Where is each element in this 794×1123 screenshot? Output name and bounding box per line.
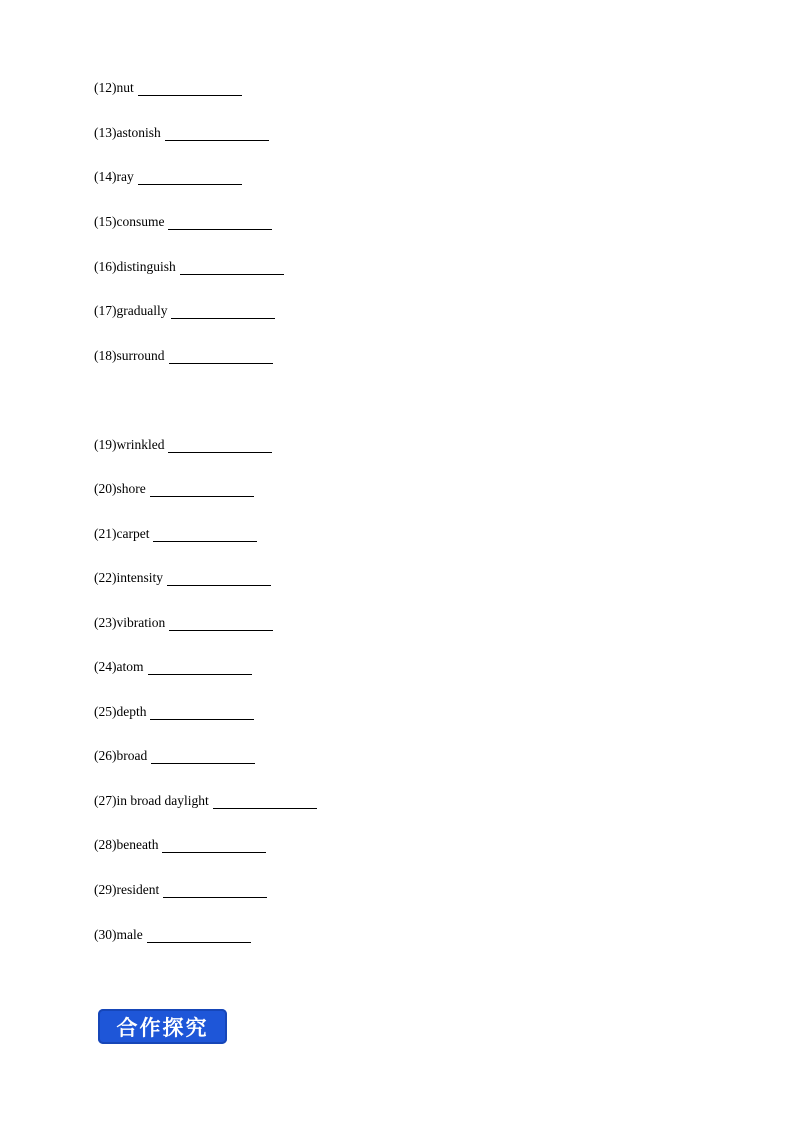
answer-blank[interactable] xyxy=(150,482,254,497)
vocab-label: (18)surround xyxy=(94,348,165,363)
vocab-item-27 xyxy=(94,793,317,809)
vocab-label: (22)intensity xyxy=(94,570,163,585)
vocab-item-16 xyxy=(94,259,284,275)
vocab-item-12 xyxy=(94,80,242,96)
answer-blank[interactable] xyxy=(162,838,266,853)
answer-blank[interactable] xyxy=(167,571,271,586)
vocab-label: (17)gradually xyxy=(94,303,168,318)
vocab-item-22 xyxy=(94,570,271,586)
vocab-label: (27)in broad daylight xyxy=(94,793,209,808)
vocab-label: (12)nut xyxy=(94,80,134,95)
vocab-item-20 xyxy=(94,481,254,497)
answer-blank[interactable] xyxy=(150,705,254,720)
vocab-label: (21)carpet xyxy=(94,526,150,541)
answer-blank[interactable] xyxy=(163,883,267,898)
vocab-label: (25)depth xyxy=(94,704,147,719)
vocab-item-29 xyxy=(94,882,267,898)
vocab-item-30 xyxy=(94,927,251,943)
answer-blank[interactable] xyxy=(153,527,257,542)
answer-blank[interactable] xyxy=(151,749,255,764)
vocab-item-13 xyxy=(94,125,269,141)
answer-blank[interactable] xyxy=(138,170,242,185)
vocab-label: (20)shore xyxy=(94,481,146,496)
answer-blank[interactable] xyxy=(168,438,272,453)
vocab-label: (14)ray xyxy=(94,169,134,184)
vocab-item-14 xyxy=(94,169,242,185)
vocab-label: (24)atom xyxy=(94,659,144,674)
answer-blank[interactable] xyxy=(165,126,269,141)
vocab-item-18 xyxy=(94,348,273,364)
vocab-item-15 xyxy=(94,214,272,230)
answer-blank[interactable] xyxy=(171,304,275,319)
vocab-label: (13)astonish xyxy=(94,125,161,140)
answer-blank[interactable] xyxy=(180,260,284,275)
vocab-item-24 xyxy=(94,659,252,675)
vocab-label: (28)beneath xyxy=(94,837,159,852)
vocab-label: (23)vibration xyxy=(94,615,166,630)
answer-blank[interactable] xyxy=(148,660,252,675)
vocab-label: (29)resident xyxy=(94,882,160,897)
answer-blank[interactable] xyxy=(213,794,317,809)
answer-blank[interactable] xyxy=(168,215,272,230)
section-badge-cooperative-inquiry xyxy=(98,1009,227,1044)
vocab-item-17 xyxy=(94,303,275,319)
vocab-label: (16)distinguish xyxy=(94,259,176,274)
vocab-item-25 xyxy=(94,704,254,720)
vocab-label: (30)male xyxy=(94,927,143,942)
answer-blank[interactable] xyxy=(147,928,251,943)
vocab-item-19 xyxy=(94,437,272,453)
vocab-label: (15)consume xyxy=(94,214,165,229)
vocab-item-26 xyxy=(94,748,255,764)
answer-blank[interactable] xyxy=(169,349,273,364)
vocab-item-21 xyxy=(94,526,257,542)
section-badge-label: 合作探究 xyxy=(116,1015,209,1040)
answer-blank[interactable] xyxy=(169,616,273,631)
vocab-label: (19)wrinkled xyxy=(94,437,165,452)
answer-blank[interactable] xyxy=(138,81,242,96)
vocab-item-23 xyxy=(94,615,273,631)
vocab-item-28 xyxy=(94,837,266,853)
vocab-label: (26)broad xyxy=(94,748,148,763)
